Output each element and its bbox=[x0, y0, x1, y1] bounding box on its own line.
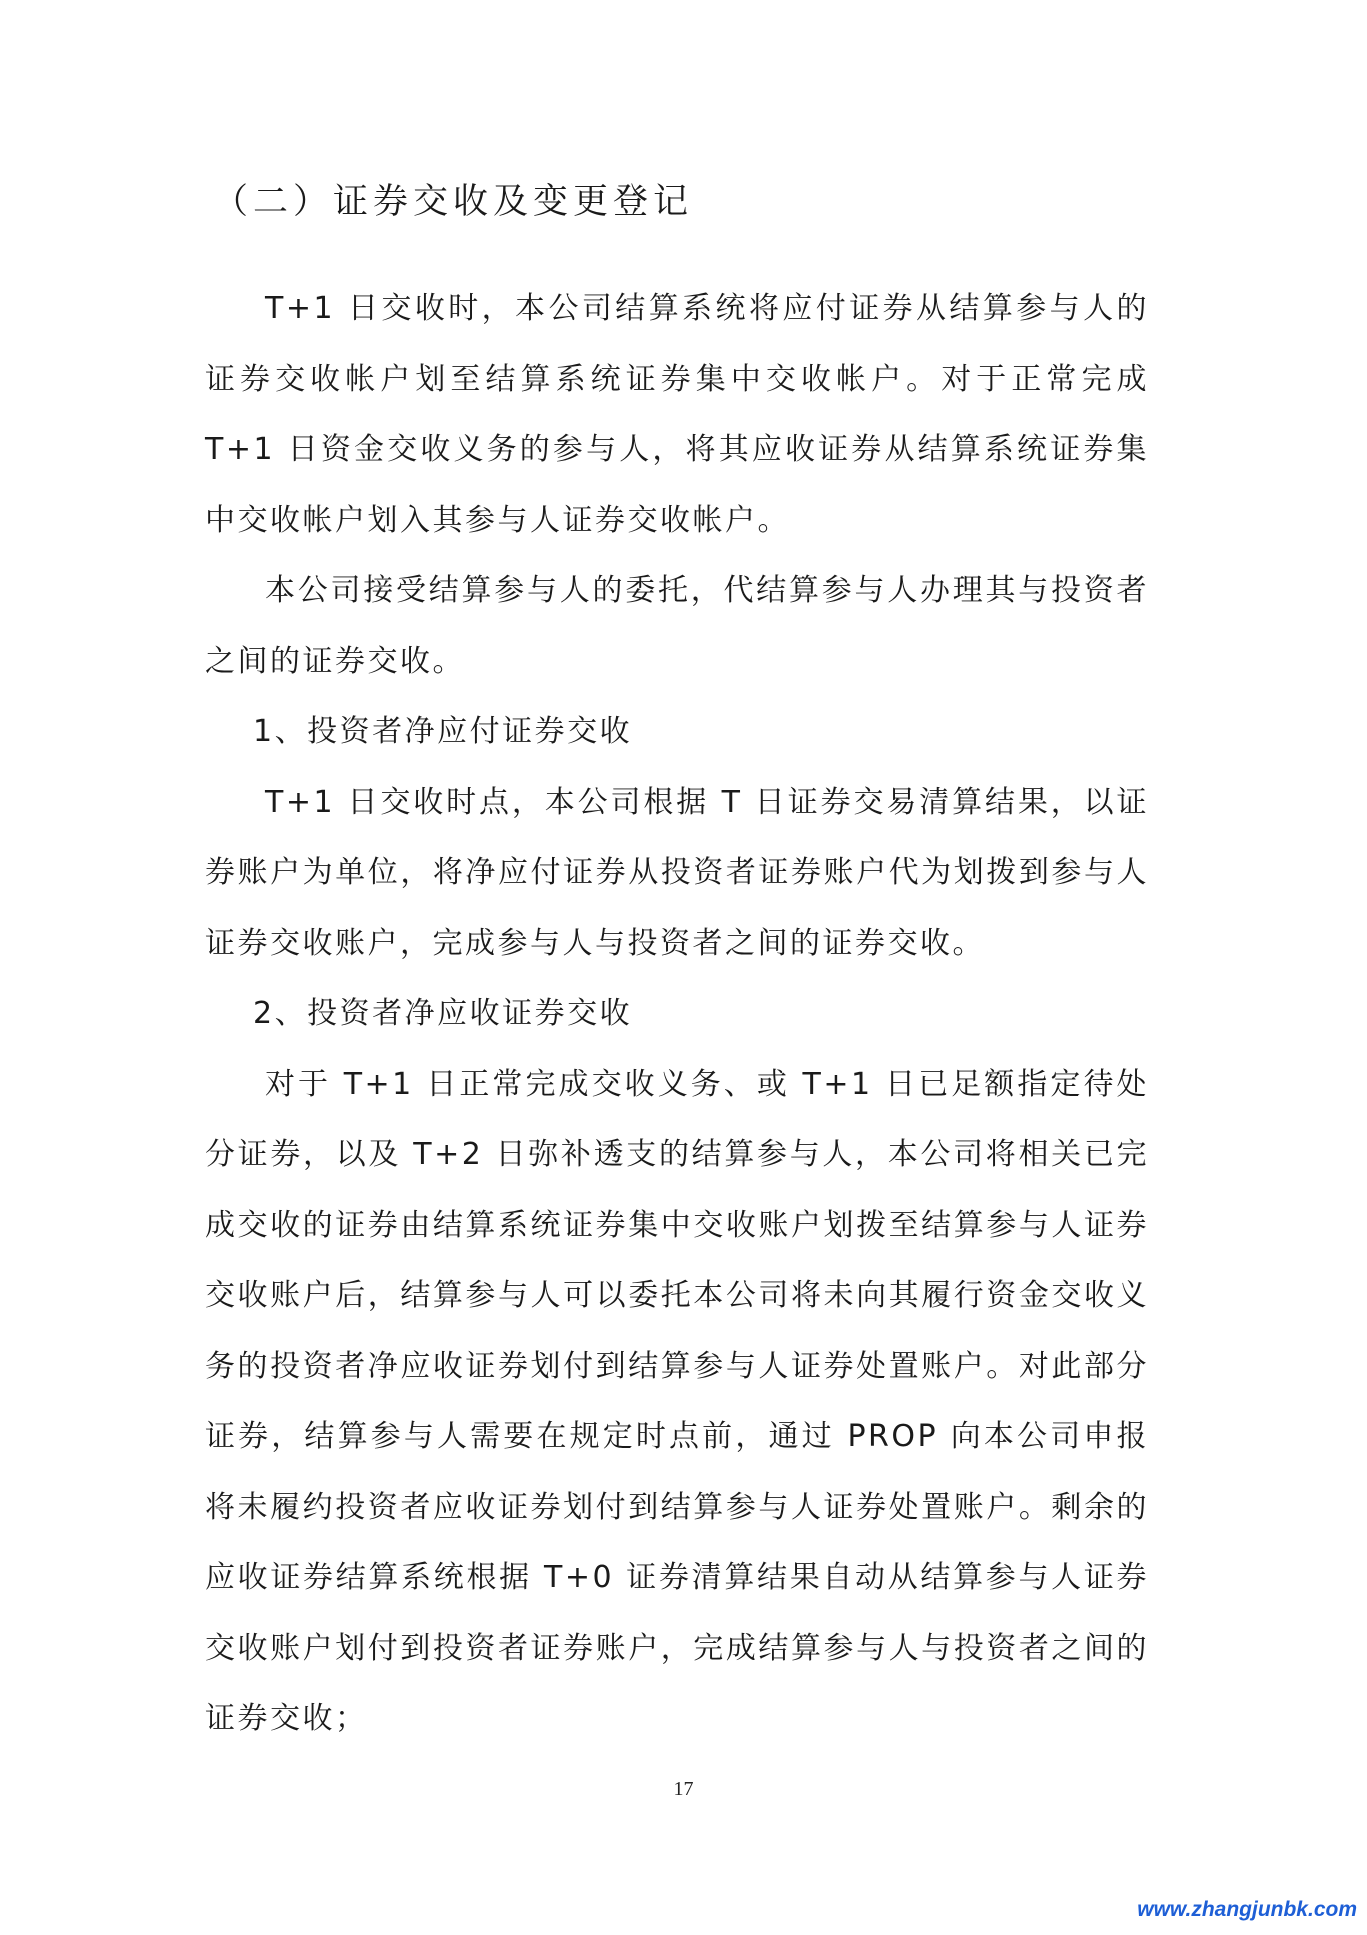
paragraph-net-receivable: 对于 T+1 日正常完成交收义务、或 T+1 日已足额指定待处分证券，以及 T+2 日弥补透支的结算参与人，本公司将相关已完成交收的证券由结算系统证券集中交收账户划拨至结算参与人证券交收账户后，结算参与人可以委托本公司将未向其履行资金交收义务的投资者净应收证券划付到结算参与人证券处置账户。对此部分证券，结算参与人需要在规定时点前，通过 PROP 向本公司申报将未履约投资者应收证券划付到结算参与人证券处置账户。剩余的应收证券结算系统根据 T+0 证券清算结果自动从结算参与人证券交收账户划付到投资者证券账户，完成结算参与人与投资者之间的证券交收； bbox=[205, 1066, 1149, 1736]
body-text bbox=[205, 274, 1149, 1755]
paragraph-net-payable: T+1 日交收时点，本公司根据 T 日证券交易清算结果，以证券账户为单位，将净应付证券从投资者证券账户代为划拨到参与人证券交收账户，完成参与人与投资者之间的证券交收。 bbox=[205, 784, 1149, 961]
subheading-net-payable: 1、投资者净应付证券交收 bbox=[253, 714, 633, 749]
section-heading: （二）证券交收及变更登记 bbox=[213, 182, 694, 222]
page-number: 17 bbox=[673, 1778, 694, 1800]
paragraph-t1-settlement: T+1 日交收时，本公司结算系统将应付证券从结算参与人的证券交收帐户划至结算系统证券集中交收帐户。对于正常完成 T+1 日资金交收义务的参与人，将其应收证券从结算系统证券集中交收帐户划入其参与人证券交收帐户。 bbox=[205, 291, 1149, 538]
watermark-link[interactable]: www.zhangjunbk.com bbox=[1137, 1898, 1357, 1921]
paragraph-entrusted-settlement: 本公司接受结算参与人的委托，代结算参与人办理其与投资者之间的证券交收。 bbox=[205, 573, 1149, 679]
subheading-net-receivable: 2、投资者净应收证券交收 bbox=[253, 996, 633, 1031]
